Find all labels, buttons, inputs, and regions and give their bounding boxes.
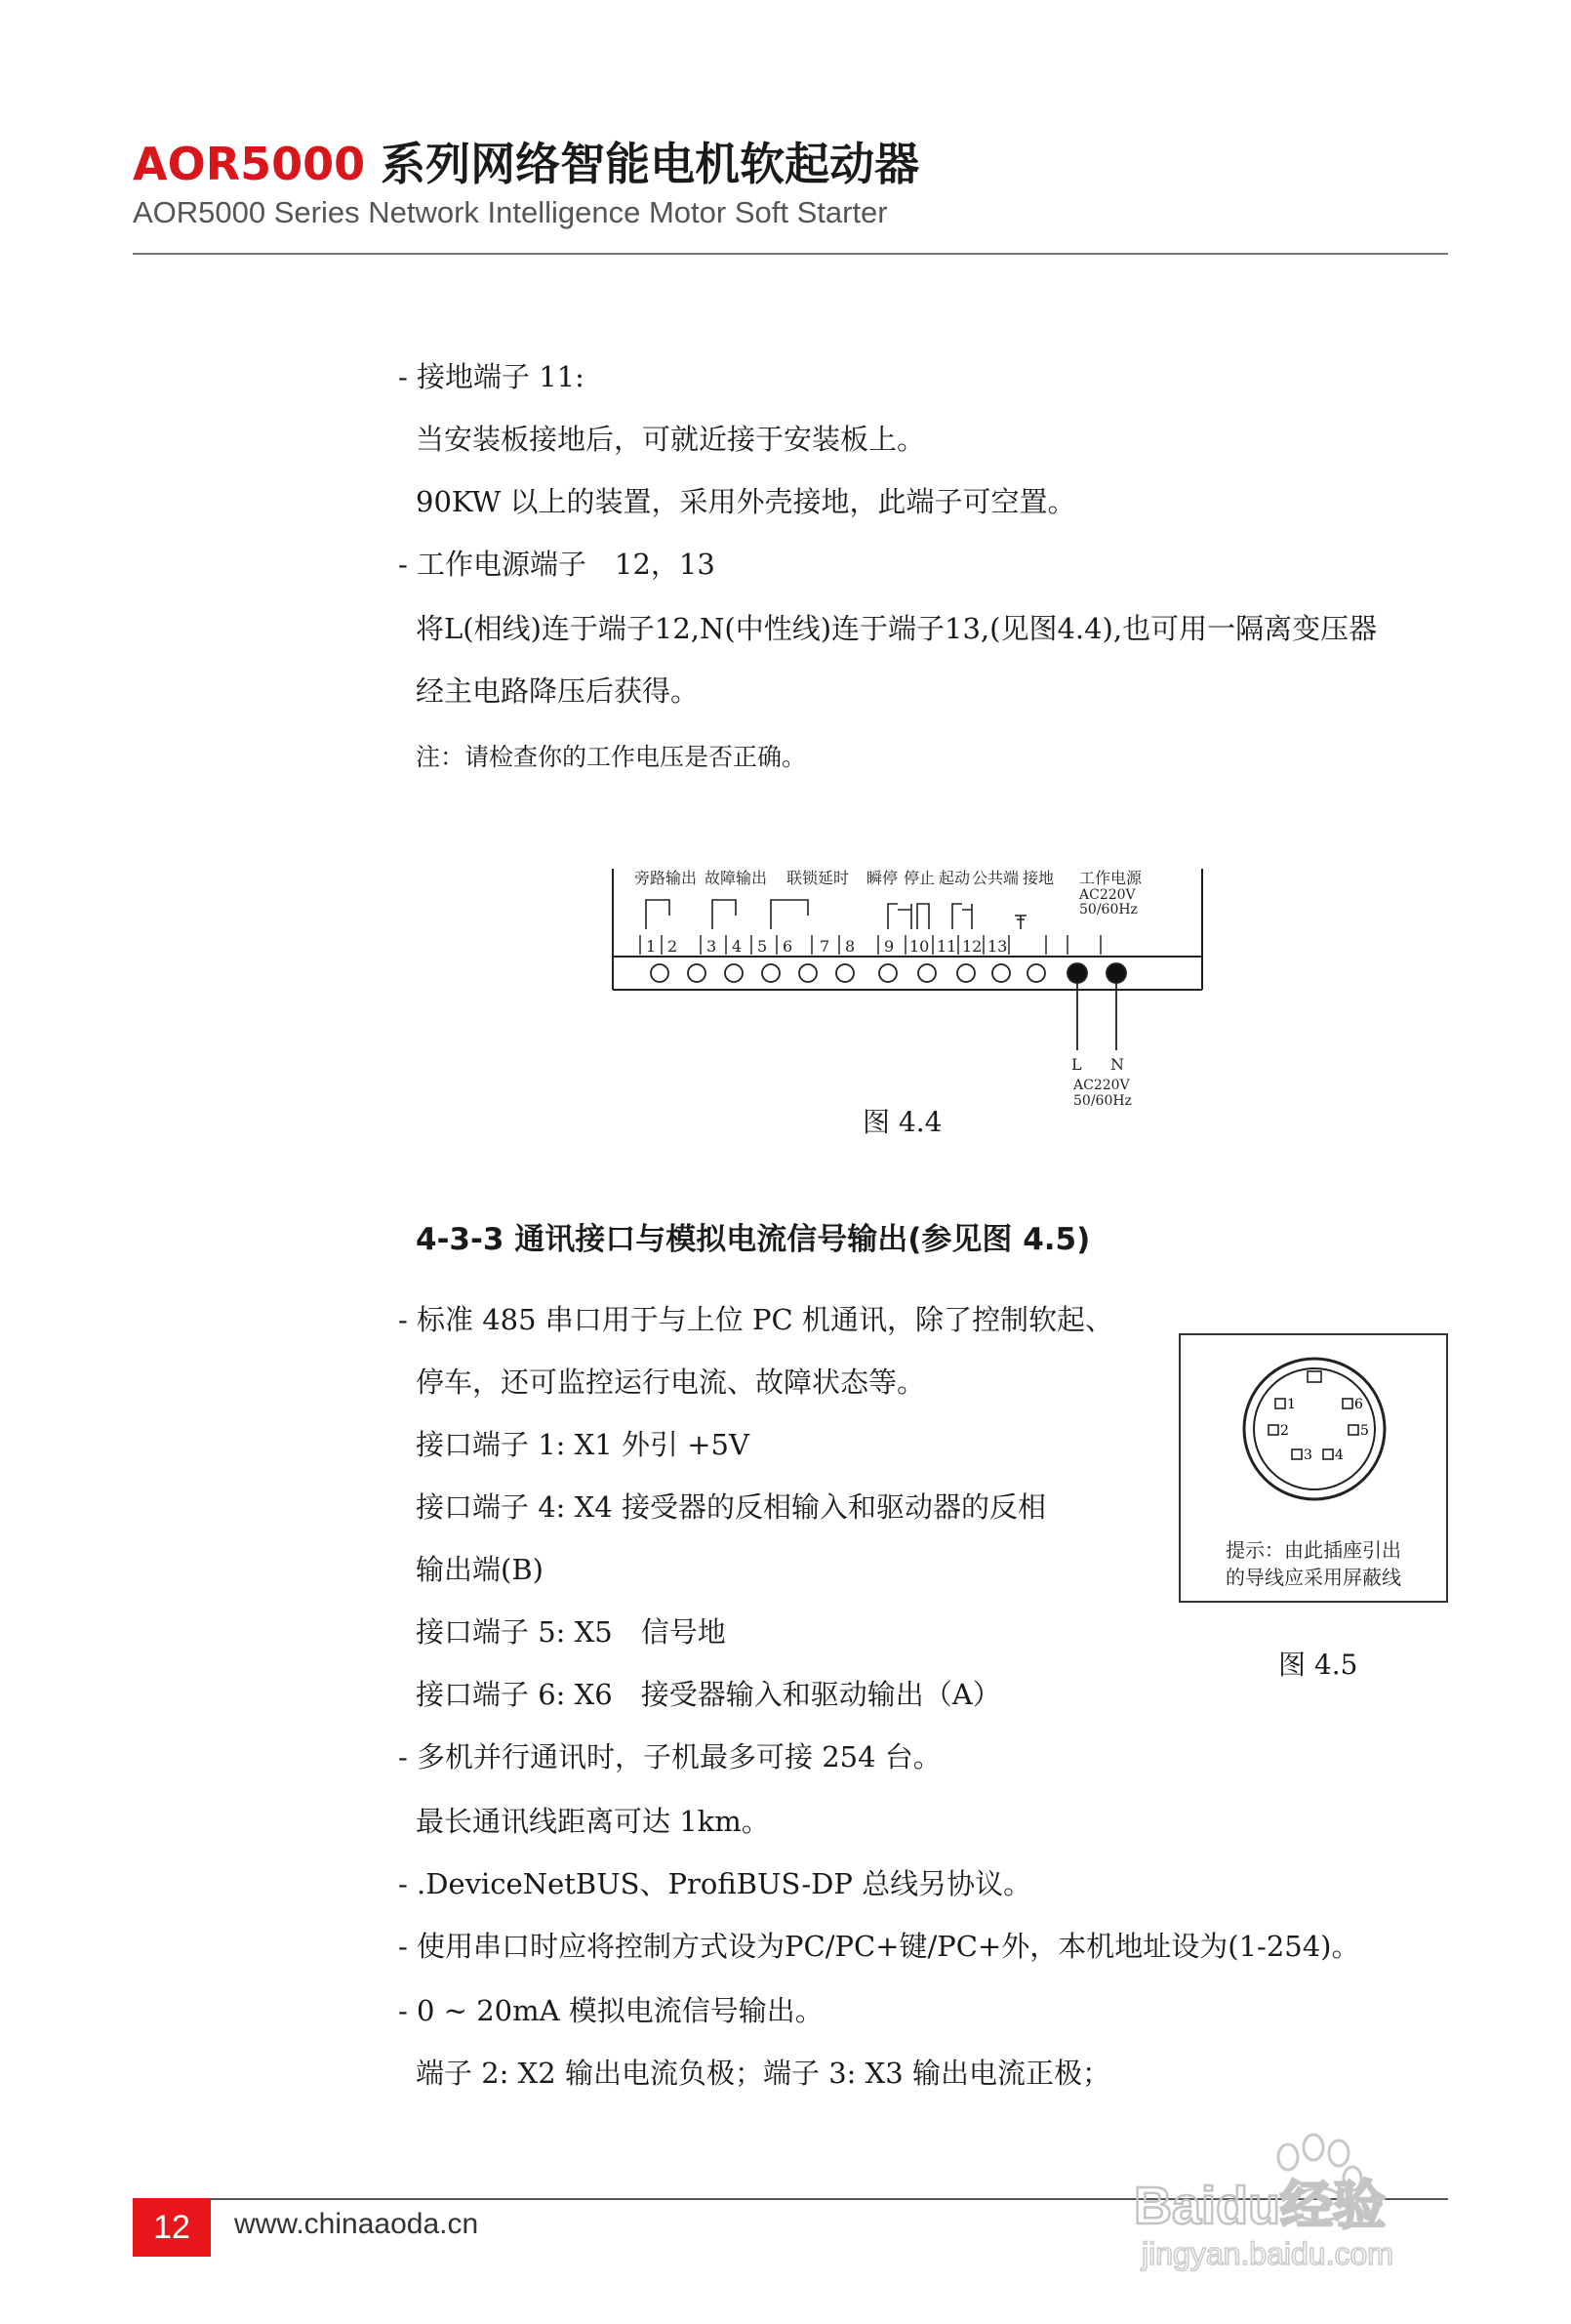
label-interlock-delay: 联锁延时 [786,869,850,887]
supply-wires [1077,983,1116,1050]
pin-1-label: 1 [1287,1397,1296,1412]
comm-line-12: - 0 ~ 20mA 模拟电流信号输出。 [398,1994,824,2027]
supply-voltage-bottom: AC220V [1073,1078,1130,1093]
wire-label-N: N [1110,1055,1124,1074]
terminal-number-13: 13 [987,937,1008,956]
document-subtitle: AOR5000 Series Network Intelligence Motor Soft Starter [133,195,888,229]
label-fault-output: 故障输出 [705,869,768,887]
supply-frequency-top: 50/60Hz [1079,902,1138,917]
pin-5-label: 5 [1360,1423,1369,1439]
power-terminal-title: - 工作电源端子 12，13 [398,548,715,581]
figure-4-5-caption: 图 4.5 [1278,1649,1358,1681]
watermark-url: jingyan.baidu.com [1142,2236,1393,2271]
terminal-number-5: 5 [757,937,768,956]
comm-line-1: - 标准 485 串口用于与上位 PC 机通讯，除了控制软起、 [398,1303,1113,1336]
shield-hint-line-1: 提示：由此插座引出 [1226,1538,1401,1562]
terminal-number-11: 11 [937,937,957,956]
power-terminal-line-1: 将L(相线)连于端子12,N(中性线)连于端子13,(见图4.4),也可用一隔离变压器 [416,612,1378,645]
label-common: 公共端 [972,869,1020,887]
page-number: 12 [133,2198,211,2257]
ground-terminal-title: - 接地端子 11: [398,360,584,393]
shield-hint-line-2: 的导线应采用屏蔽线 [1226,1566,1401,1589]
figure-4-4-caption: 图 4.4 [863,1106,943,1138]
power-terminal-line-2: 经主电路降压后获得。 [416,674,700,708]
terminal-number-6: 6 [783,937,793,956]
comm-line-10: - .DeviceNetBUS、ProfiBUS-DP 总线另协议。 [398,1867,1032,1900]
voltage-note: 注：请检查你的工作电压是否正确。 [416,743,807,771]
comm-line-2: 停车，还可监控运行电流、故障状态等。 [416,1366,926,1399]
terminal-number-3: 3 [706,937,717,956]
watermark-logo-text: Baidu经验 [1134,2177,1387,2235]
comm-line-4: 接口端子 4: X4 接受器的反相输入和驱动器的反相 [416,1490,1046,1524]
pin-6-label: 6 [1354,1397,1363,1412]
ground-terminal-line-2: 90KW 以上的装置，采用外壳接地，此端子可空置。 [416,485,1076,518]
terminal-number-8: 8 [845,937,856,956]
comm-line-13: 端子 2: X2 输出电流负极；端子 3: X3 输出电流正极； [416,2057,1110,2090]
supply-frequency-bottom: 50/60Hz [1073,1093,1132,1109]
label-bypass-output: 旁路输出 [634,869,698,887]
header-divider [133,253,1448,255]
terminal-number-7: 7 [820,937,830,956]
terminal-number-12: 12 [962,937,983,956]
terminal-number-2: 2 [667,937,678,956]
contact-symbols [646,900,1027,929]
terminal-number-4: 4 [732,937,743,956]
comm-line-11: - 使用串口时应将控制方式设为PC/PC+键/PC+外，本机地址设为(1-254)。 [398,1930,1360,1963]
comm-line-6: 接口端子 5: X5 信号地 [416,1615,726,1649]
label-instant-stop: 瞬停 [866,869,899,887]
footer-url: www.chinaaoda.cn [234,2208,479,2240]
title-cn: 系列网络智能电机软起动器 [381,138,920,190]
comm-line-5: 输出端(B) [416,1553,544,1586]
connector-socket [1181,1335,1446,1530]
document-title [133,137,919,191]
label-stop: 停止 [904,869,936,887]
ground-terminal-line-1: 当安装板接地后，可就近接于安装板上。 [416,423,926,456]
label-ground: 接地 [1023,869,1055,887]
shield-hint [1181,1536,1446,1591]
comm-line-3: 接口端子 1: X1 外引 +5V [416,1428,749,1461]
comm-line-8: - 多机并行通讯时，子机最多可接 254 台。 [398,1740,942,1774]
label-power-supply: 工作电源 [1079,869,1143,887]
terminal-number-9: 9 [884,937,895,956]
title-model: AOR5000 [133,138,366,190]
pin-4-label: 4 [1335,1447,1344,1463]
label-start: 起动 [939,869,971,887]
terminal-number-1: 1 [646,937,657,956]
comm-line-7: 接口端子 6: X6 接受器输入和驱动输出（A） [416,1678,1001,1711]
connector-figure [1179,1333,1448,1603]
terminal-number-10: 10 [909,937,930,956]
baidu-watermark [1122,2118,1493,2274]
terminal-circles [651,963,1126,983]
pin-2-label: 2 [1280,1423,1289,1439]
section-heading: 4-3-3 通讯接口与模拟电流信号输出(参见图 4.5) [416,1222,1091,1257]
pin-3-label: 3 [1304,1447,1312,1463]
supply-voltage-top: AC220V [1079,887,1136,903]
wire-label-L: L [1071,1055,1082,1074]
comm-line-9: 最长通讯线距离可达 1km。 [416,1805,770,1838]
